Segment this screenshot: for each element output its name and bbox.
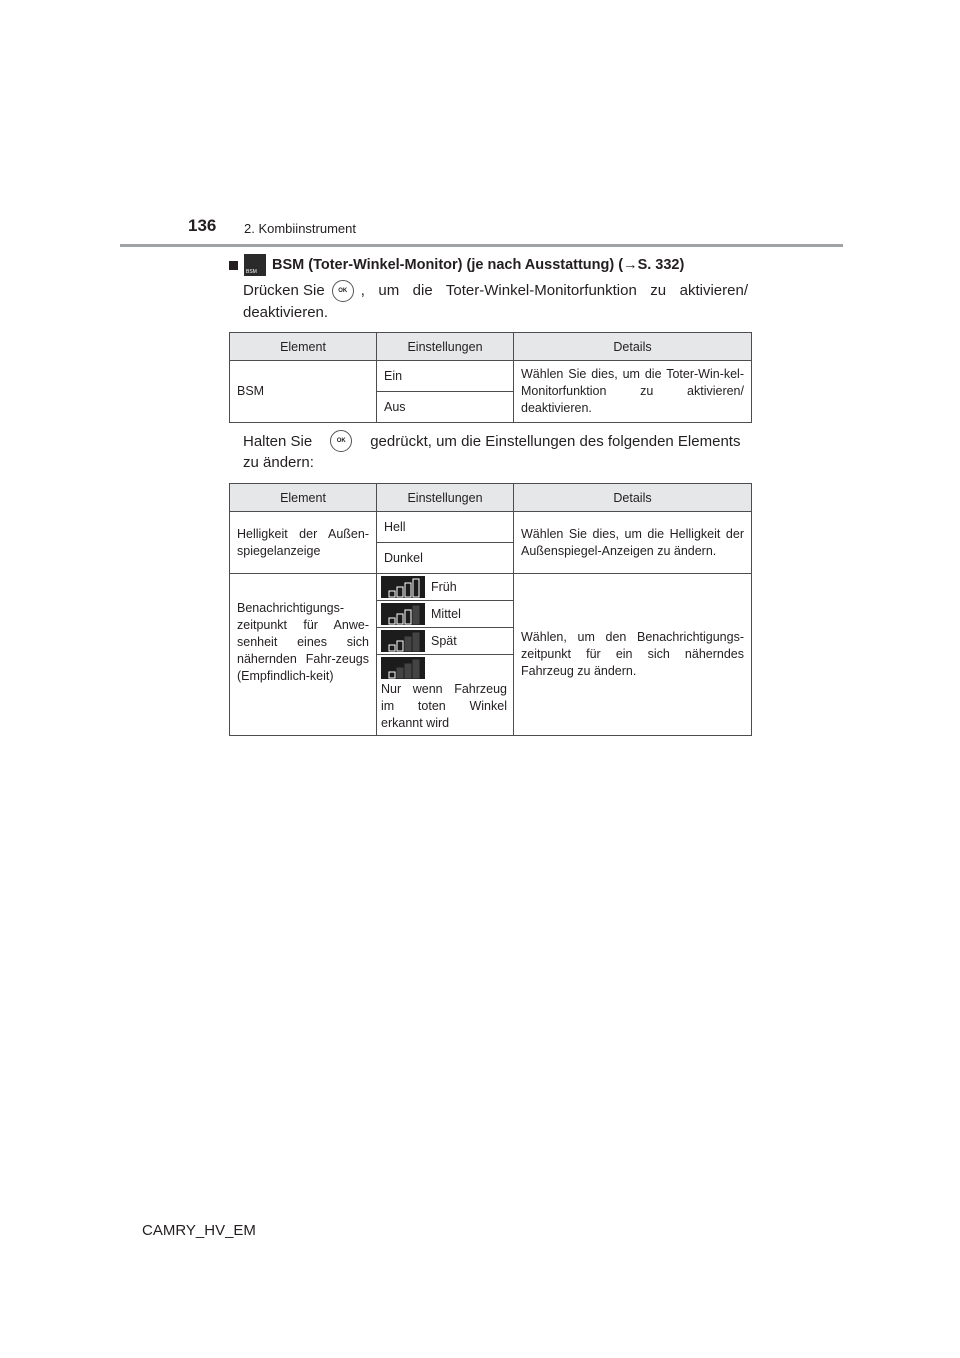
table2-setting-dunkel: Dunkel [377, 543, 514, 574]
bsm-icon [244, 254, 266, 276]
para1-part1: Drücken Sie [243, 282, 325, 299]
page-number: 136 [188, 216, 217, 235]
table2-header-element: Element [230, 484, 377, 512]
table2-setting-spaet [377, 628, 514, 655]
mirror-settings-table [229, 483, 752, 736]
ok-button-icon: OK [330, 430, 352, 452]
header-divider [120, 244, 843, 247]
table2-header-settings: Einstellungen [377, 484, 514, 512]
table1-details: Wählen Sie dies, um die Toter-Win-kel-Monitorfunktion zu aktivieren/ deaktivieren. [514, 361, 752, 423]
table2-row2-details: Wählen, um den Benachrichtigungs-zeitpunkt für ein sich näherndes Fahrzeug zu ändern. [514, 574, 752, 736]
heading-text: BSM (Toter-Winkel-Monitor) (je nach Ausstattung) (→S. 332) [272, 257, 685, 273]
instruction-paragraph-1: Drücken Sie OK , um die Toter-Winkel-Monitorfunktion zu aktivieren/ deaktivieren. [243, 282, 748, 322]
table1-header-element: Element [230, 333, 377, 361]
bsm-settings-table [229, 332, 752, 423]
para2-part1: Halten Sie [243, 432, 313, 450]
ok-button-icon: OK [332, 280, 354, 302]
setting-nur-wenn-label: Nur wenn Fahrzeug im toten Winkel erkannt wird [381, 682, 507, 730]
bullet-square-icon [229, 261, 238, 270]
table2-row1-element: Helligkeit der Außen-spiegelanzeige [230, 512, 377, 574]
signal-bars-3-icon [381, 603, 425, 625]
footer-code: CAMRY_HV_EM [142, 1222, 256, 1239]
table2-setting-hell: Hell [377, 512, 514, 543]
setting-frueh-label: Früh [431, 579, 457, 594]
table2-row1-details: Wählen Sie dies, um die Helligkeit der Außenspiegel-Anzeigen zu ändern. [514, 512, 752, 574]
table2-setting-mittel [377, 601, 514, 628]
instruction-paragraph-2: Halten Sie OK gedrückt, um die Einstellungen des folgenden Elements zu ändern: [243, 430, 748, 473]
table1-setting-aus: Aus [377, 392, 514, 423]
table1-setting-ein: Ein [377, 361, 514, 392]
table2-row2-element: Benachrichtigungs-zeitpunkt für Anwe-senheit eines sich nähernden Fahr-zeugs (Empfindlich-keit) [230, 574, 377, 736]
table2-setting-nur-wenn [377, 655, 514, 736]
table1-header-settings: Einstellungen [377, 333, 514, 361]
para1-part2: deaktivieren. [243, 304, 329, 322]
bsm-icon-label: BSM [246, 269, 257, 275]
table2-setting-frueh [377, 574, 514, 601]
signal-bars-4-icon [381, 576, 425, 598]
setting-mittel-label: Mittel [431, 606, 461, 621]
section-heading [229, 254, 684, 276]
table2-header-details: Details [514, 484, 752, 512]
setting-spaet-label: Spät [431, 633, 457, 648]
signal-bars-1-icon [381, 657, 425, 679]
table1-header-details: Details [514, 333, 752, 361]
signal-bars-2-icon [381, 630, 425, 652]
section-title: 2. Kombiinstrument [244, 221, 356, 236]
table1-element: BSM [230, 361, 377, 423]
